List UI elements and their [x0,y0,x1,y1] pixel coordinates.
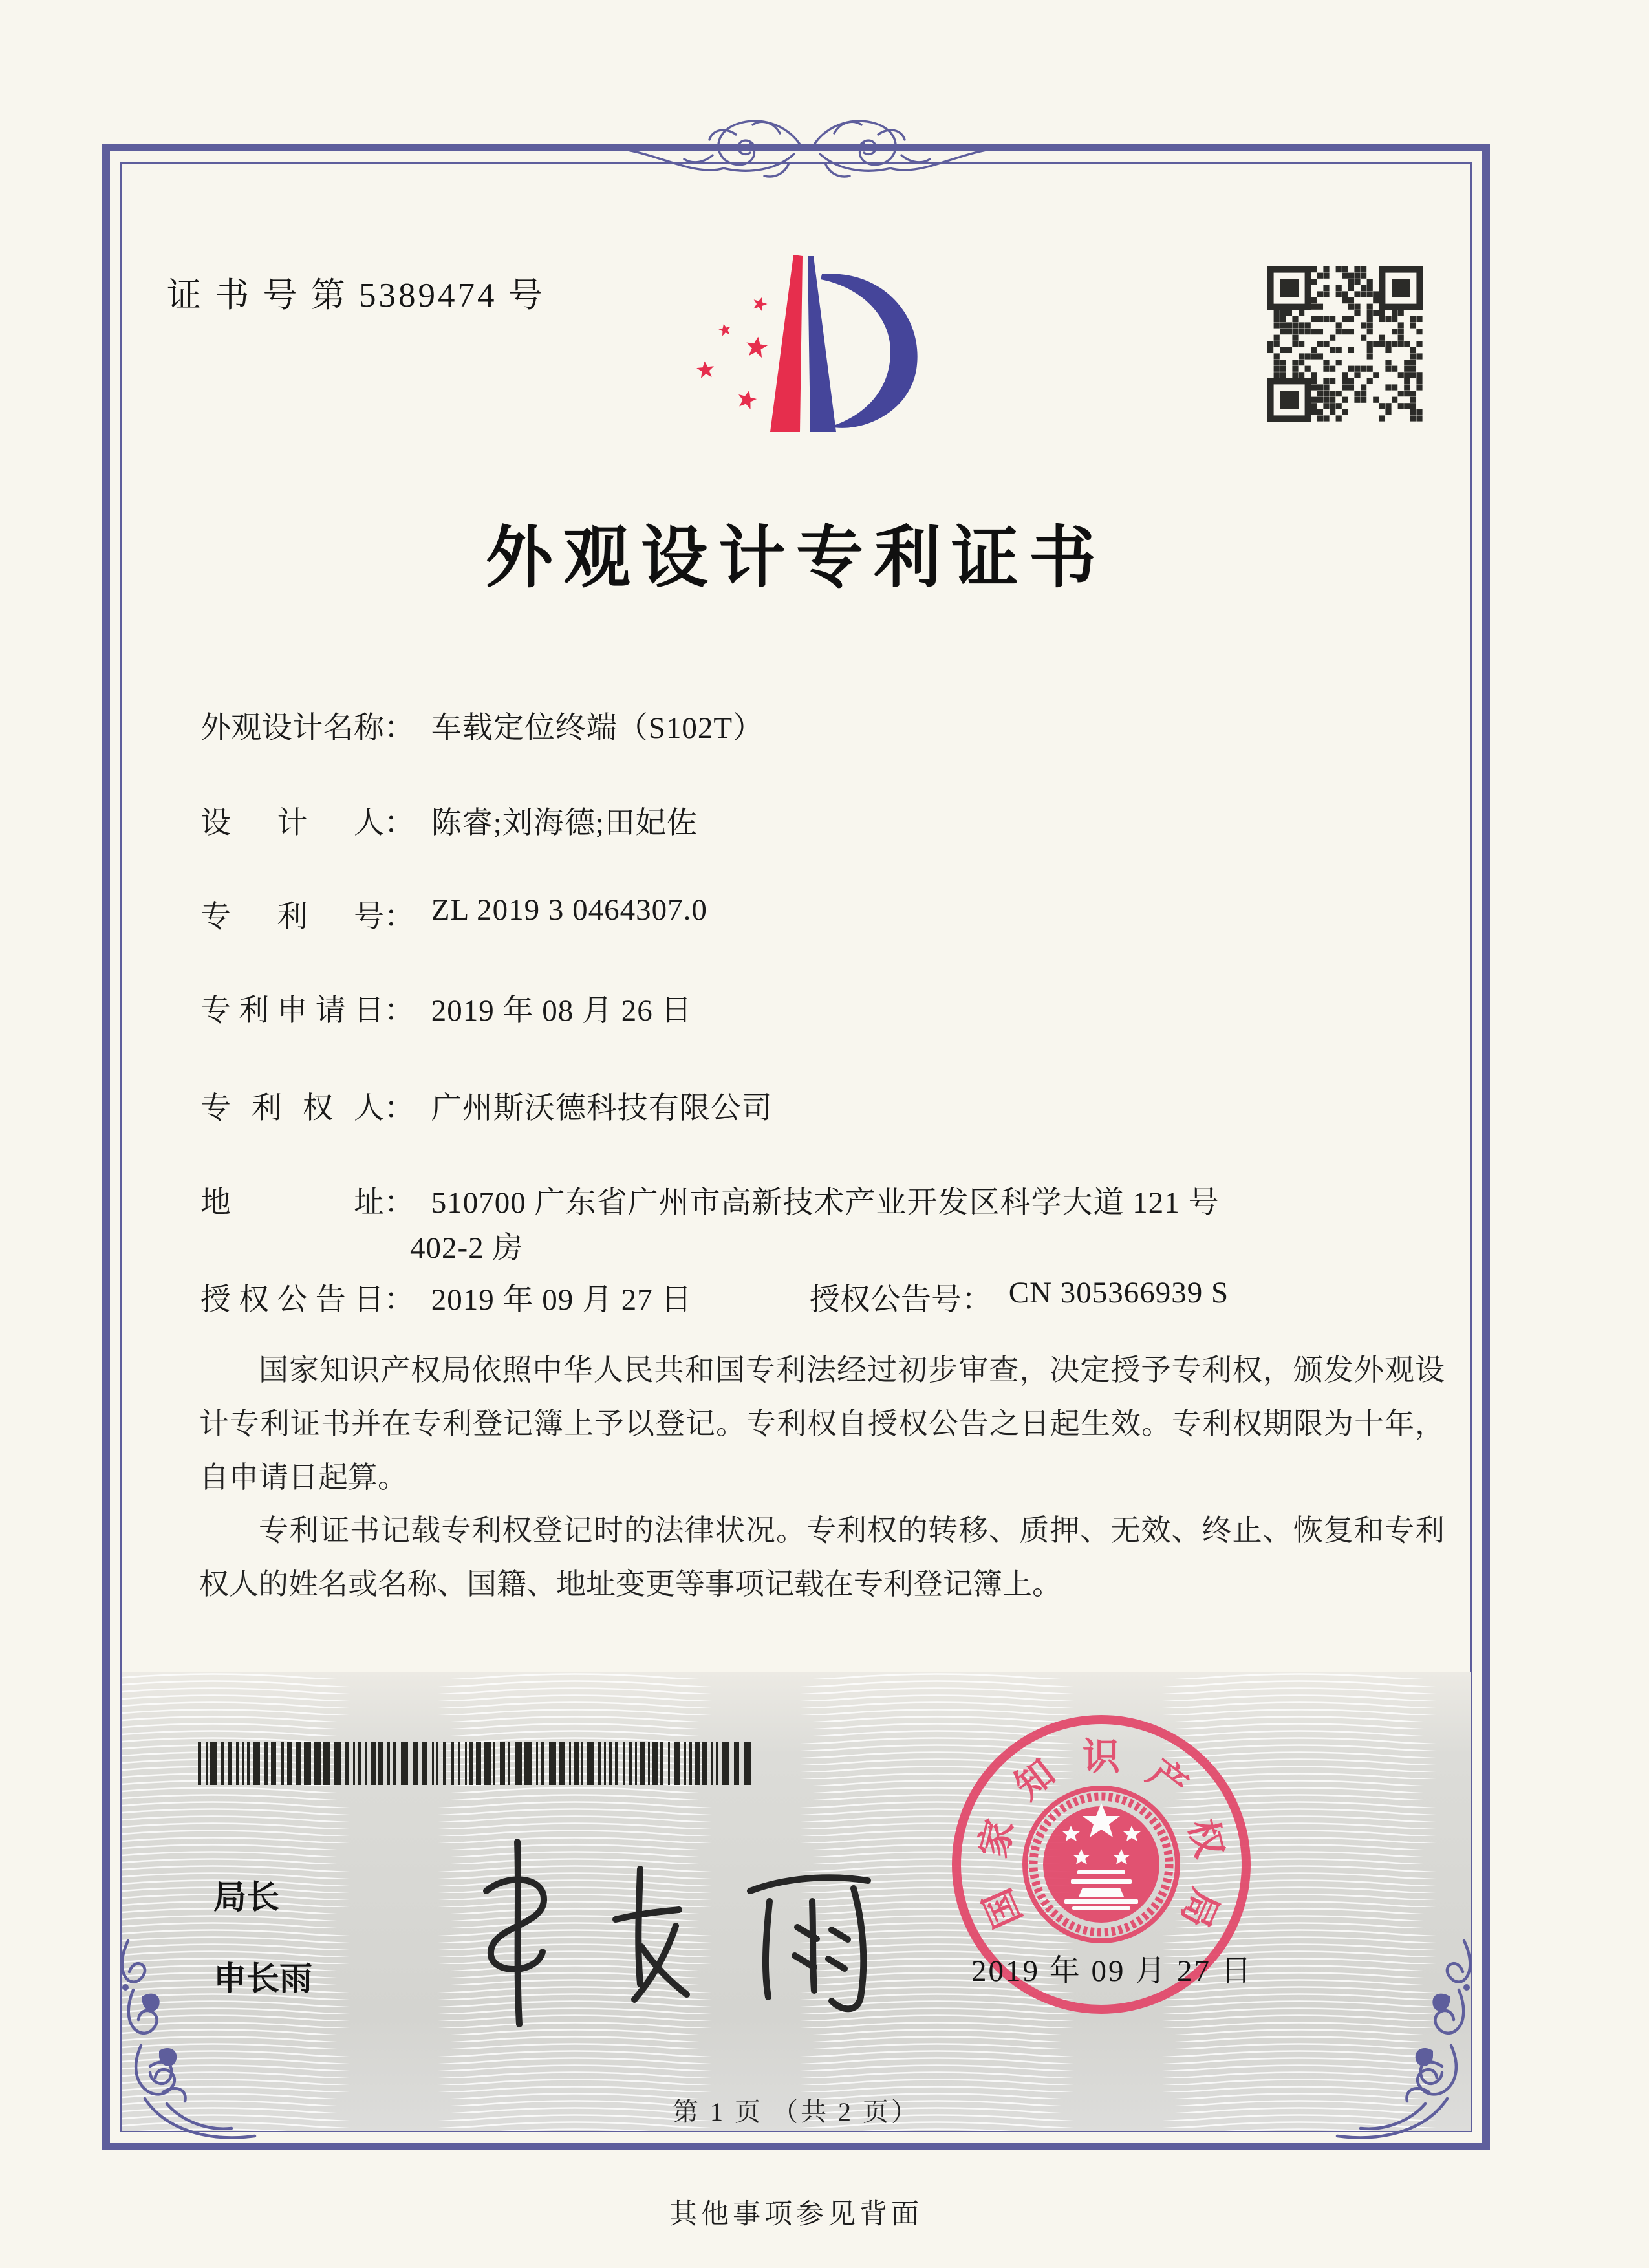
commissioner-name: 申长雨 [213,1961,313,1998]
certificate-number: 证 书 号 第 5389474 号 [167,277,545,314]
seal-char: 识 [1082,1736,1121,1778]
field-address-line2: 402-2 房 [410,1231,524,1265]
field-label: 授权公告号 [810,1283,962,1317]
seal-char: 产 [1139,1751,1196,1808]
field-value: 陈睿;刘海德;田妃佐 [431,806,698,840]
back-note: 其他事项参见背面 [669,2199,923,2230]
field-row-designer: 设计人： 陈睿;刘海德;田妃佐 [200,799,698,842]
field-value: 510700 广东省广州市高新技术产业开发区科学大道 121 号 [431,1186,1220,1220]
paragraph-legal: 专利证书记载专利权登记时的法律状况。专利权的转移、质押、无效、终止、恢复和专利权人的姓名或名称、国籍、地址变更等事项记载在专利登记簿上。 [199,1514,1445,1601]
body-paragraphs [199,1344,1445,1612]
field-label: 外观设计名称 [200,711,384,745]
cnipa-logo-icon [663,241,947,457]
field-label: 授权公告日 [200,1283,384,1317]
seal-char: 知 [1007,1751,1063,1808]
field-label: 设计人 [200,806,384,840]
field-value: 广州斯沃德科技有限公司 [431,1092,773,1125]
field-row-grant-no: 授权公告号： CN 305366939 S [810,1275,1229,1319]
seal-char: 家 [971,1815,1022,1862]
field-row-design-name: 外观设计名称： 车载定位终端（S102T） [200,704,764,747]
corner-ornament-left-icon [105,1937,260,2160]
seal-date: 2019 年 09 月 27 日 [971,1954,1253,1988]
field-value: ZL 2019 3 0464307.0 [431,893,707,927]
qr-code [1267,266,1423,422]
field-row-address: 地址： 510700 广东省广州市高新技术产业开发区科学大道 121 号 [200,1178,1220,1222]
field-value: CN 305366939 S [1008,1276,1229,1310]
page-number: 第 1 页 （共 2 页） [673,2097,920,2126]
paragraph-grant: 国家知识产权局依照中华人民共和国专利法经过初步审查，决定授予专利权，颁发外观设计专利证书并在专利登记簿上予以登记。专利权自授权公告之日起生效。专利权期限为十年，自申请日起算。 [199,1354,1445,1494]
field-row-patentee: 专利权人： 广州斯沃德科技有限公司 [200,1084,773,1127]
field-label: 地址 [200,1186,384,1220]
field-row-grant-date: 授权公告日： 2019 年 09 月 27 日 [200,1275,693,1319]
field-row-filing-date: 专利申请日： 2019 年 08 月 26 日 [200,986,693,1030]
signature-handwriting-icon [446,1829,918,2042]
field-label: 专利申请日 [200,994,384,1028]
seal-char: 权 [1181,1815,1231,1862]
field-value: 2019 年 09 月 27 日 [431,1283,693,1317]
corner-ornament-right-icon [1332,1937,1487,2160]
seal-char: 国 [976,1883,1030,1934]
commissioner-title: 局长 [213,1880,280,1916]
field-label: 专利号 [200,900,384,934]
field-value: 车载定位终端（S102T） [431,711,764,745]
top-ornament-icon [607,106,1008,191]
certificate-title: 外观设计专利证书 [485,521,1106,596]
field-value: 2019 年 08 月 26 日 [431,994,693,1028]
barcode [198,1742,754,1785]
field-label: 专利权人 [200,1092,384,1125]
seal-char: 局 [1172,1883,1227,1934]
field-row-patent-no: 专利号： ZL 2019 3 0464307.0 [200,892,707,936]
